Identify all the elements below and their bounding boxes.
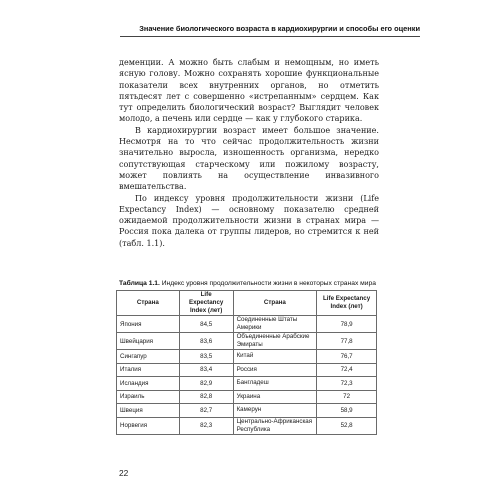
- country-cell: Сингапур: [117, 350, 180, 364]
- paragraph: По индексу уровня продолжительности жизни (Life Expectancy Index) — основному показателю средней ожидаемой продолжительности жизни в странах мира — Россия пока далека от группы лидеров, но стремится к ней (табл. 1.1).: [119, 193, 379, 248]
- index-cell: 83,6: [179, 333, 233, 350]
- index-cell: 76,7: [317, 350, 377, 364]
- country-cell: Бангладеш: [233, 377, 317, 391]
- body-text: [119, 57, 379, 249]
- table-caption-text: Индекс уровня продолжительности жизни в некоторых странах мира: [161, 280, 376, 287]
- table-row: [117, 390, 377, 404]
- index-cell: 72: [317, 390, 377, 404]
- table-caption-label: Таблица 1.1.: [119, 280, 160, 287]
- table-row: [117, 316, 377, 333]
- column-header: Life Expectancy Index (лет): [179, 291, 233, 316]
- country-cell: Швейцария: [117, 333, 180, 350]
- country-cell: Объединенные Арабские Эмираты: [233, 333, 317, 350]
- index-cell: 77,8: [317, 333, 377, 350]
- country-cell: Израиль: [117, 390, 180, 404]
- running-header: [120, 24, 420, 37]
- index-cell: 82,9: [179, 377, 233, 391]
- running-title: Значение биологического возраста в кардиохирургии и способы его оценки: [139, 24, 420, 33]
- index-cell: 52,8: [317, 417, 377, 434]
- country-cell: Исландия: [117, 377, 180, 391]
- country-cell: Италия: [117, 363, 180, 377]
- country-cell: Центрально-Африканская Республика: [233, 417, 317, 434]
- index-cell: 72,3: [317, 377, 377, 391]
- index-cell: 72,4: [317, 363, 377, 377]
- index-cell: 78,9: [317, 316, 377, 333]
- paragraph: В кардиохирургии возраст имеет большое значение. Несмотря на то что сейчас продолжительность жизни значительно выросла, изношенность организма, нередко сопутствующая старческому или пожилому возрасту, может повлиять на осуществление инвазивного вмешательства.: [119, 125, 379, 192]
- country-cell: Норвегия: [117, 417, 180, 434]
- index-cell: 83,5: [179, 350, 233, 364]
- index-cell: 83,4: [179, 363, 233, 377]
- column-header: Страна: [117, 291, 180, 316]
- life-expectancy-table: [116, 290, 377, 435]
- index-cell: 82,8: [179, 390, 233, 404]
- index-cell: 58,9: [317, 404, 377, 418]
- table-row: [117, 350, 377, 364]
- column-header: Life Expectancy Index (лет): [317, 291, 377, 316]
- country-cell: Китай: [233, 350, 317, 364]
- country-cell: Соединенные Штаты Америки: [233, 316, 317, 333]
- country-cell: Украина: [233, 390, 317, 404]
- country-cell: Россия: [233, 363, 317, 377]
- table-row: [117, 404, 377, 418]
- table-header-row: [117, 291, 377, 316]
- index-cell: 82,3: [179, 417, 233, 434]
- table-row: [117, 417, 377, 434]
- index-cell: 82,7: [179, 404, 233, 418]
- country-cell: Швеция: [117, 404, 180, 418]
- table-row: [117, 333, 377, 350]
- country-cell: Камерун: [233, 404, 317, 418]
- table-row: [117, 377, 377, 391]
- table-row: [117, 363, 377, 377]
- country-cell: Япония: [117, 316, 180, 333]
- table-caption: [119, 280, 419, 287]
- index-cell: 84,5: [179, 316, 233, 333]
- column-header: Страна: [233, 291, 317, 316]
- page-number: 22: [119, 468, 129, 478]
- paragraph: деменции. А можно быть слабым и немощным, но иметь ясную голову. Можно сохранять хорошие функциональные показатели всех внутренних органов, но отметить пятьдесят лет с совершенно «истрепанным» сердцем. Как тут определить биологический возраст? Выглядит человек молодо, а печень или сердце — как у глубокого старика.: [119, 58, 379, 124]
